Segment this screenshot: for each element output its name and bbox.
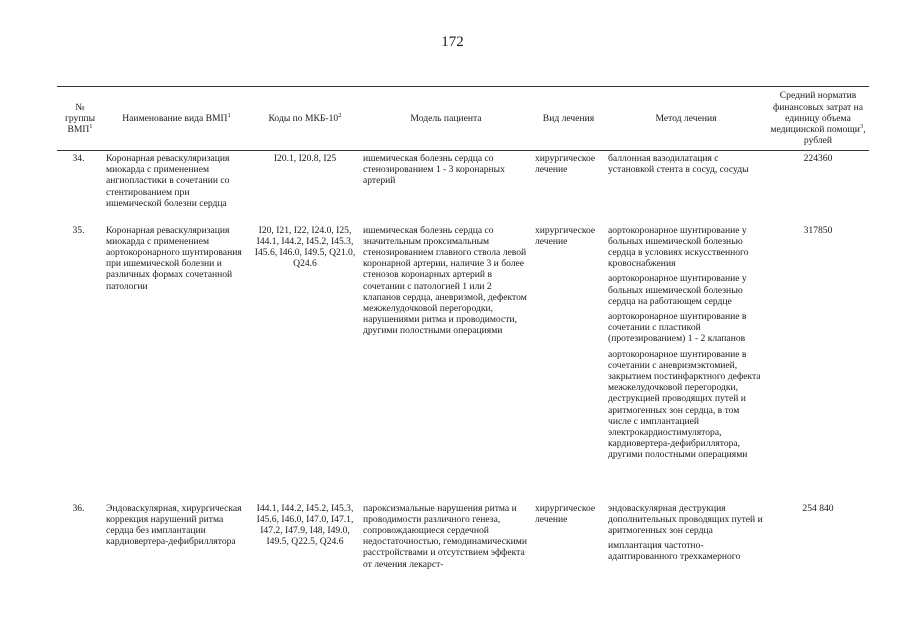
treatment-method-item: аортокоронарное шунтирование у больных ишемической болезнью сердца на работающем сердце [608,273,747,307]
page-number: 172 [441,34,464,50]
header-group-no: № группы ВМП$^1$ [57,87,103,151]
cost-cell: 224360 [803,153,833,164]
treatment-type-cell: хирургическое лечение [535,502,596,525]
row-number: 34. [72,153,85,164]
row-number: 36. [72,502,85,514]
icd-codes-cell: I20, I21, I22, I24.0, I25, I44.1, I44.2, I45.2, I45.3, I45.6, I46.0, I49.5, Q21.0, Q24.6 [254,224,356,270]
cost-cell: 254 840 [802,502,834,514]
treatment-type-cell: хирургическое лечение [535,224,596,247]
treatment-method-cell [605,223,767,501]
icd-codes-cell: I44.1, I44.2, I45.2, I45.3, I45.6, I46.0, I47.0, I47.1, I47.2, I47.9, I48, I49.0, I49.5, Q22.5, Q24.6 [256,502,354,548]
header-icd-codes: Коды по МКБ-$10^2$ [250,87,360,151]
header-treatment-method: Метод лечения [605,87,767,151]
header-vmp-name: Наименование вида ВМП$^1$ [103,87,250,151]
treatment-method-cell [605,501,767,570]
treatment-type-cell: хирургическое лечение [535,153,596,176]
vmp-name-cell: Коронарная реваскуляризация миокарда с применением аортокоронарного шунтирования при ишемической болезни и различных формах сочетанной патологии [106,224,242,292]
icd-codes-cell: I20.1, I20.8, I25 [273,153,337,164]
treatment-method-item: аортокоронарное шунтирование у больных ишемической болезнью сердца в условиях искусственного кровоснабжения [608,224,749,270]
patient-model-cell: пароксизмальные нарушения ритма и проводимости различного генеза, сопровождающиеся сердечной недостаточностью, гемодинамическими расстройствами и отсутствием эффекта от лечения лекарст- [363,502,528,570]
vmp-name-cell: Коронарная реваскуляризация миокарда с применением ангиопластики в сочетании со стентированием при ишемической болезни сердца [106,153,230,209]
table-row [57,223,869,501]
patient-model-cell: ишемическая болезнь сердца со значительным проксимальным стенозированием главного ствола левой коронарной артерии, наличие 3 и более стенозов коронарных артерий в сочетании с патологией 1 или 2 клапанов сердца, аневризмой, дефектом межжелудочковой перегородки, нарушениями ритма и проводимости, другими полостными операциями [363,224,527,337]
header-treatment-type: Вид лечения [532,87,605,151]
treatment-method-item: баллонная вазодилатация с установкой стента в сосуд, сосуды [608,153,749,176]
table-row [57,151,869,223]
cost-cell: 317850 [803,224,833,236]
vmp-table-container [57,86,869,570]
vmp-table [57,86,869,570]
header-avg-cost: Средний норматив финансовых затрат на единицу объема медицинской помощи$^3$, рублей [767,87,869,151]
treatment-method-cell [605,151,767,223]
header-patient-model: Модель пациента [360,87,532,151]
table-row [57,501,869,570]
treatment-method-item: аортокоронарное шунтирование в сочетании с пластикой (протезированием) 1 - 2 клапанов [608,310,747,345]
treatment-method-item: эндоваскулярная деструкция дополнительных проводящих путей и аритмогенных зон сердца [608,502,763,536]
row-number: 35. [72,224,85,236]
patient-model-cell: ишемическая болезнь сердца со стенозированием 1 - 3 коронарных артерий [363,153,505,187]
vmp-name-cell: Эндоваскулярная, хирургическая коррекция нарушений ритма сердца без имплантации кардиовертера-дефибриллятора [106,502,242,548]
table-header [57,87,869,151]
treatment-method-item: имплантация частотно-адаптированного трехкамерного [608,540,741,563]
treatment-method-item: аортокоронарное шунтирование в сочетании с аневризмэктомией, закрытием постинфарктного дефекта межжелудочковой перегородки, деструкцией проводящих путей и аритмогенных зон сердца, в том числе с имплантацией электрокардиостимулятора, кардиовертера-дефибриллятора, другими полостными операциями [608,348,761,461]
